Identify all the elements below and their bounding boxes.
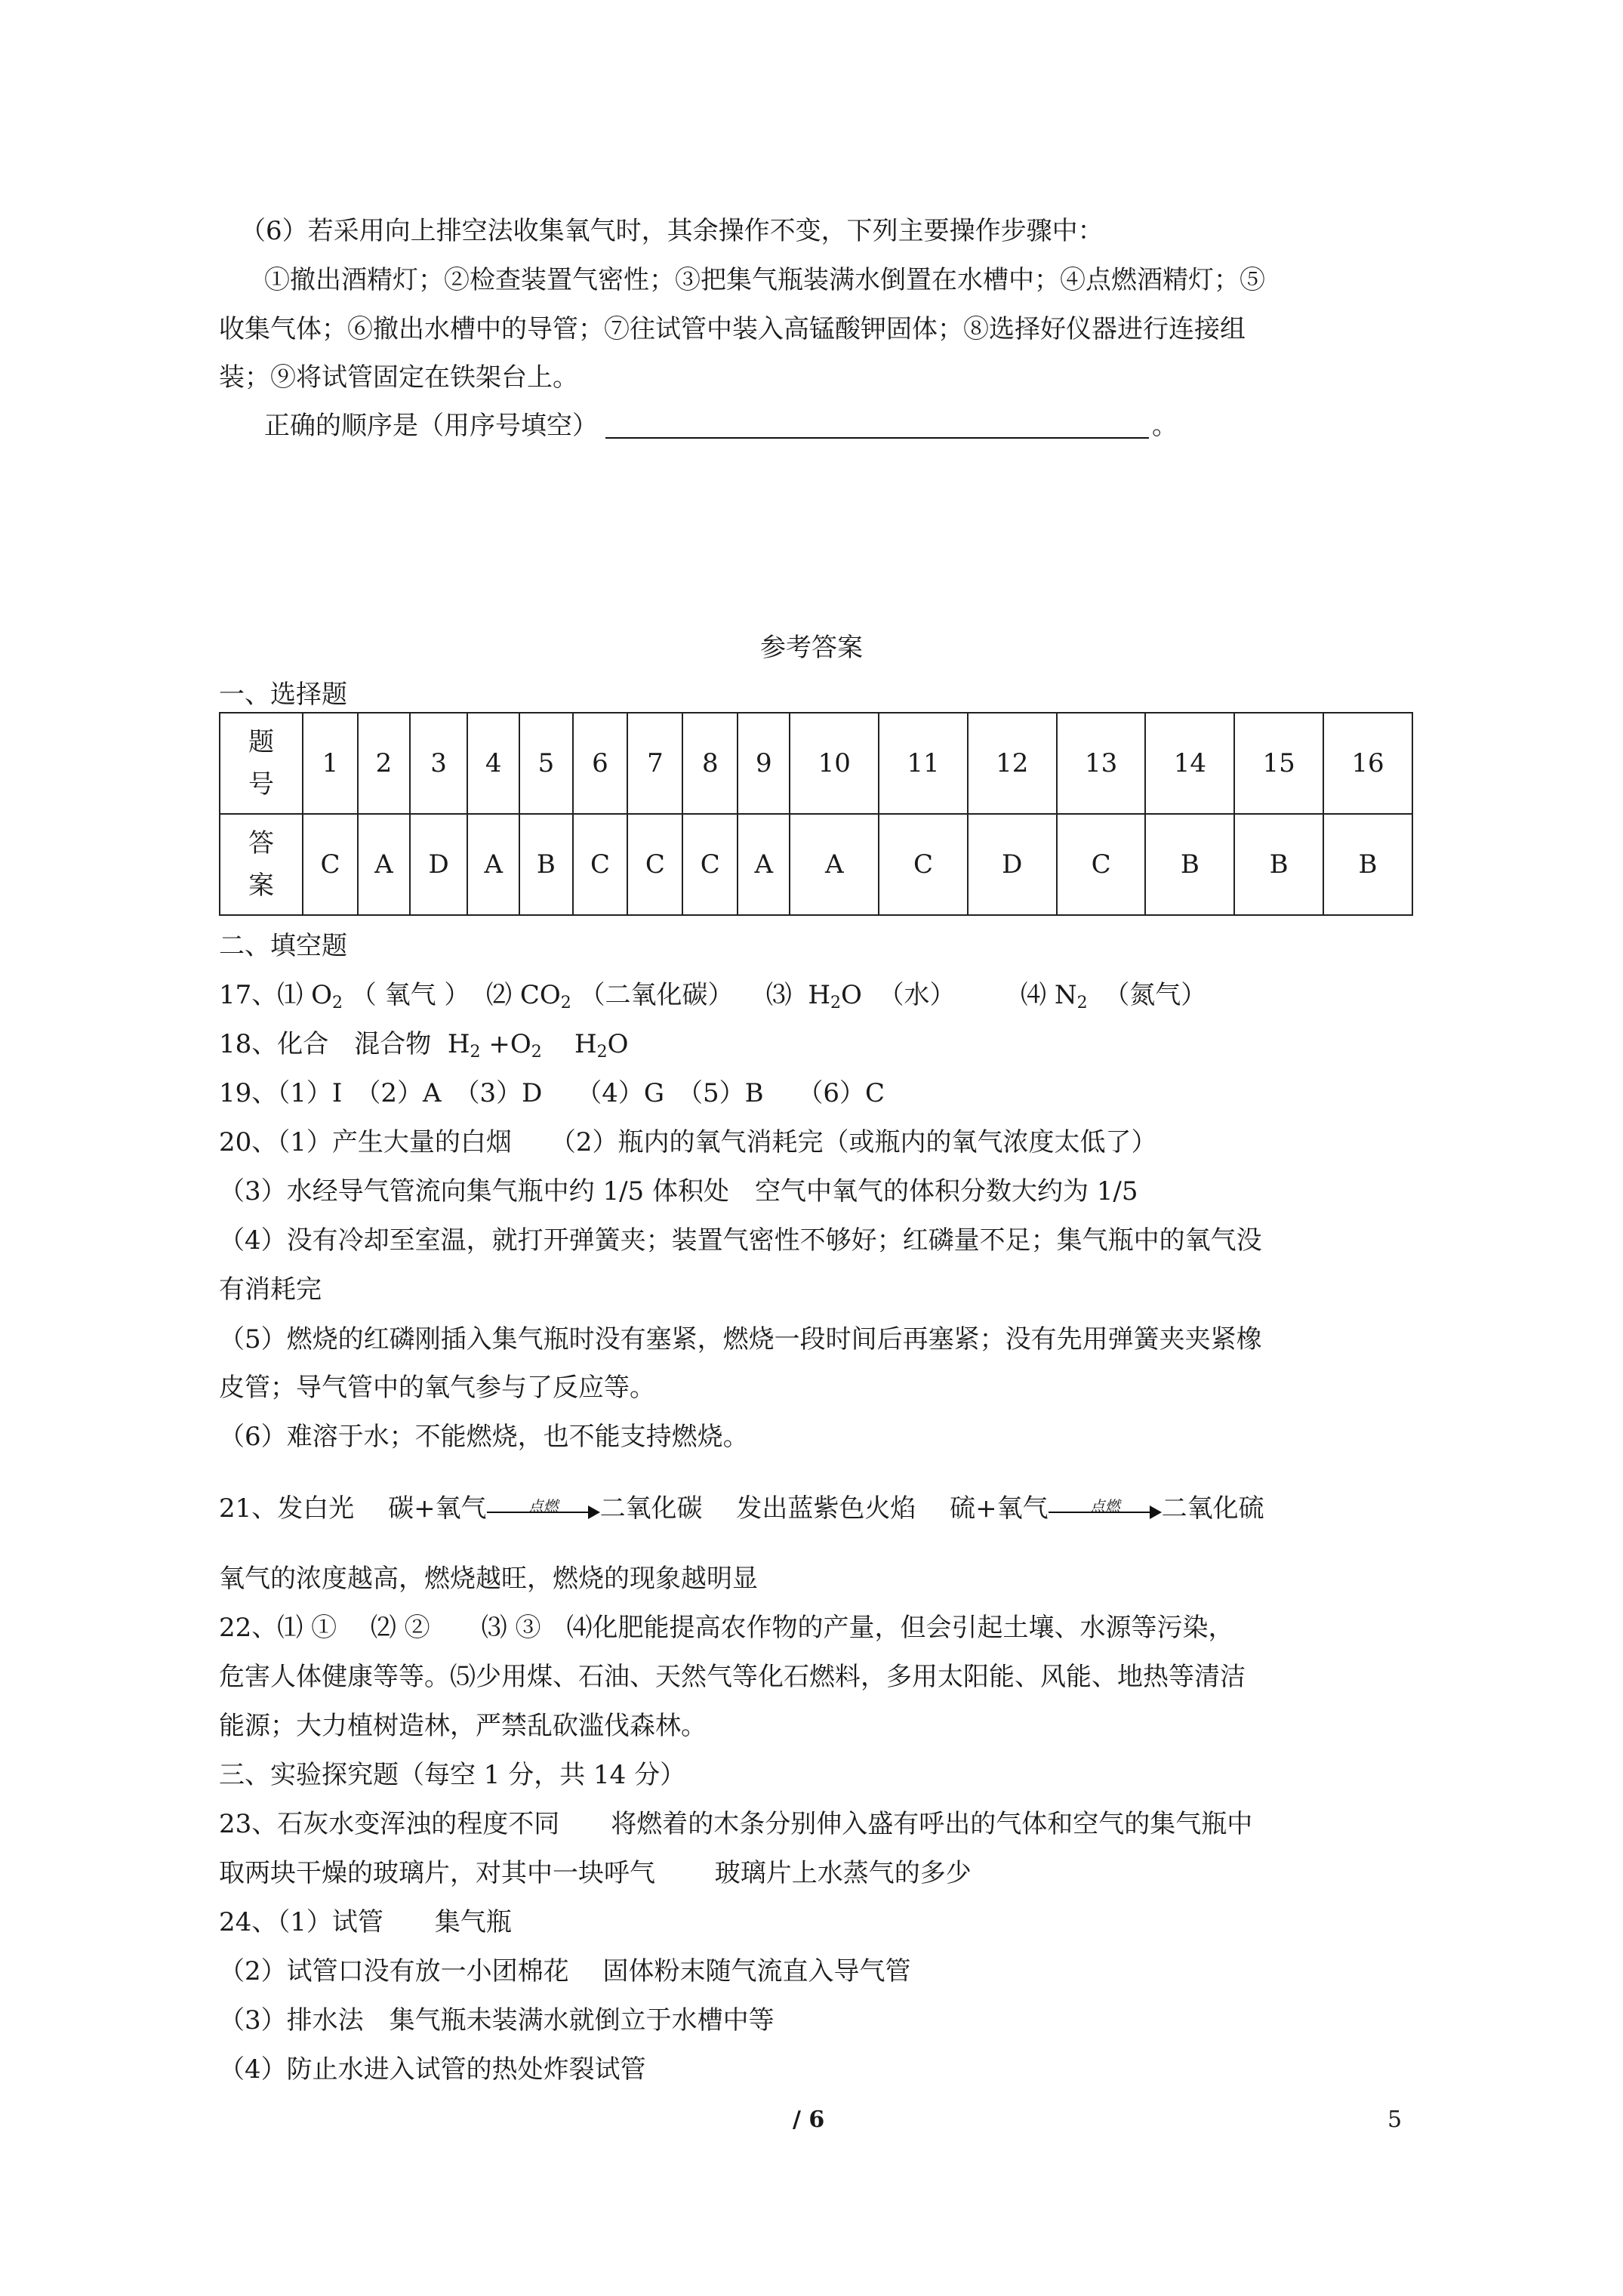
- answer-24-line3: （3）排水法 集气瓶未装满水就倒立于水槽中等: [219, 2005, 775, 2036]
- answers-title: 参考答案: [760, 633, 863, 663]
- answer-cell: B: [1145, 814, 1234, 915]
- answer-23-line2: 取两块干燥的玻璃片，对其中一块呼气 玻璃片上水蒸气的多少: [219, 1858, 972, 1888]
- answer-17: 17、⑴ $O_2$ （ 氧气 ） ⑵ $CO_2$ （二氧化碳） ⑶ $H_2O$ （水） ⑷ $N_2$ （氮气）: [219, 980, 1207, 1012]
- number-cell: 16: [1323, 713, 1412, 814]
- number-cell: 15: [1234, 713, 1323, 814]
- number-cell: 8: [682, 713, 738, 814]
- number-cell: 7: [627, 713, 682, 814]
- number-cell: 12: [968, 713, 1057, 814]
- answer-cell: B: [1234, 814, 1323, 915]
- page-total: / 6: [793, 2106, 825, 2133]
- table-row-numbers: [220, 713, 1412, 814]
- answer-cell: A: [358, 814, 410, 915]
- reaction-arrow-icon: 点燃: [487, 1495, 600, 1525]
- answer-cell: C: [573, 814, 628, 915]
- number-cell: 14: [1145, 713, 1234, 814]
- answer-23-line1: 23、石灰水变浑浊的程度不同 将燃着的木条分别伸入盛有呼出的气体和空气的集气瓶中: [219, 1809, 1253, 1839]
- q6-answer-line: [264, 408, 1178, 443]
- number-cell: 5: [519, 713, 572, 814]
- number-cell: 1: [303, 713, 358, 814]
- answer-table: [219, 712, 1413, 916]
- answer-cell: B: [1323, 814, 1412, 915]
- answer-cell: A: [467, 814, 519, 915]
- answer-20-line4: 有消耗完: [219, 1274, 322, 1305]
- answer-cell: A: [790, 814, 879, 915]
- q6-line4: 装；⑨将试管固定在铁架台上。: [219, 362, 578, 393]
- answer-cell: C: [682, 814, 738, 915]
- answer-20-line1: 20、（1）产生大量的白烟 （2）瓶内的氧气消耗完（或瓶内的氧气浓度太低了）: [219, 1127, 1157, 1157]
- page-number: 5: [1387, 2106, 1403, 2133]
- answer-24-line2: （2）试管口没有放一小团棉花 固体粉末随气流直入导气管: [219, 1956, 911, 1986]
- q6-line1: （6）若采用向上排空法收集氧气时，其余操作不变，下列主要操作步骤中：: [240, 216, 1104, 246]
- answer-19: 19、（1）I （2）A （3）D （4）G （5）B （6）C: [219, 1078, 885, 1108]
- q6-line2: ①撤出酒精灯；②检查装置气密性；③把集气瓶装满水倒置在水槽中；④点燃酒精灯；⑤: [264, 265, 1265, 295]
- answer-22-line1: 22、⑴ ① ⑵ ② ⑶ ③ ⑷化肥能提高农作物的产量，但会引起土壤、水源等污染，: [219, 1613, 1234, 1643]
- answer-20-line2: （3）水经导气管流向集气瓶中约 1/5 体积处 空气中氧气的体积分数大约为 1/5: [219, 1176, 1138, 1207]
- answer-20-line6: 皮管；导气管中的氧气参与了反应等。: [219, 1373, 655, 1403]
- section-experiment: 三、实验探究题（每空 1 分，共 14 分）: [219, 1760, 686, 1790]
- answer-22-line3: 能源；大力植树造林，严禁乱砍滥伐森林。: [219, 1711, 707, 1741]
- q6-answer-prefix: 正确的顺序是（用序号填空）: [264, 411, 598, 441]
- header-cell-answer: 答 案: [220, 814, 303, 915]
- answer-cell: C: [627, 814, 682, 915]
- number-cell: 2: [358, 713, 410, 814]
- number-cell: 6: [573, 713, 628, 814]
- number-cell: 9: [738, 713, 790, 814]
- reaction-arrow-icon: 点燃: [1049, 1495, 1162, 1525]
- answer-24-line4: （4）防止水进入试管的热处炸裂试管: [219, 2054, 646, 2085]
- answer-cell: C: [879, 814, 968, 915]
- number-cell: 4: [467, 713, 519, 814]
- answer-blank[interactable]: [605, 411, 1149, 439]
- answer-cell: C: [1057, 814, 1146, 915]
- q6-line3: 收集气体；⑥撤出水槽中的导管；⑦往试管中装入高锰酸钾固体；⑧选择好仪器进行连接组: [219, 314, 1246, 344]
- section-fill: 二、填空题: [219, 931, 347, 961]
- number-cell: 3: [410, 713, 467, 814]
- answer-20-line5: （5）燃烧的红磷刚插入集气瓶时没有塞紧，燃烧一段时间后再塞紧；没有先用弹簧夹夹紧橡: [219, 1324, 1262, 1354]
- answer-18: 18、化合 混合物 $H_2 +O_2$ $H_2O$: [219, 1029, 629, 1062]
- q6-answer-suffix: 。: [1152, 411, 1178, 441]
- table-row-answers: [220, 814, 1412, 915]
- answer-cell: D: [968, 814, 1057, 915]
- number-cell: 13: [1057, 713, 1146, 814]
- section-choice: 一、选择题: [219, 680, 347, 710]
- number-cell: 10: [790, 713, 879, 814]
- answer-cell: A: [738, 814, 790, 915]
- answer-21-line2: 氧气的浓度越高，燃烧越旺，燃烧的现象越明显: [219, 1564, 758, 1594]
- answer-20-line7: （6）难溶于水；不能燃烧，也不能支持燃烧。: [219, 1422, 749, 1452]
- answer-cell: B: [519, 814, 572, 915]
- header-cell-number: 题 号: [220, 713, 303, 814]
- number-cell: 11: [879, 713, 968, 814]
- answer-22-line2: 危害人体健康等等。⑸少用煤、石油、天然气等化石燃料，多用太阳能、风能、地热等清洁: [219, 1662, 1246, 1692]
- answer-24-line1: 24、（1）试管 集气瓶: [219, 1907, 512, 1937]
- answer-20-line3: （4）没有冷却至室温，就打开弹簧夹；装置气密性不够好；红磷量不足；集气瓶中的氧气没: [219, 1225, 1262, 1256]
- answer-cell: C: [303, 814, 358, 915]
- answer-cell: D: [410, 814, 467, 915]
- answer-21-line1: 21、发白光 碳+氧气 点燃 二氧化碳 发出蓝紫色火焰 硫+氧气 点燃 二氧化硫: [219, 1493, 1264, 1524]
